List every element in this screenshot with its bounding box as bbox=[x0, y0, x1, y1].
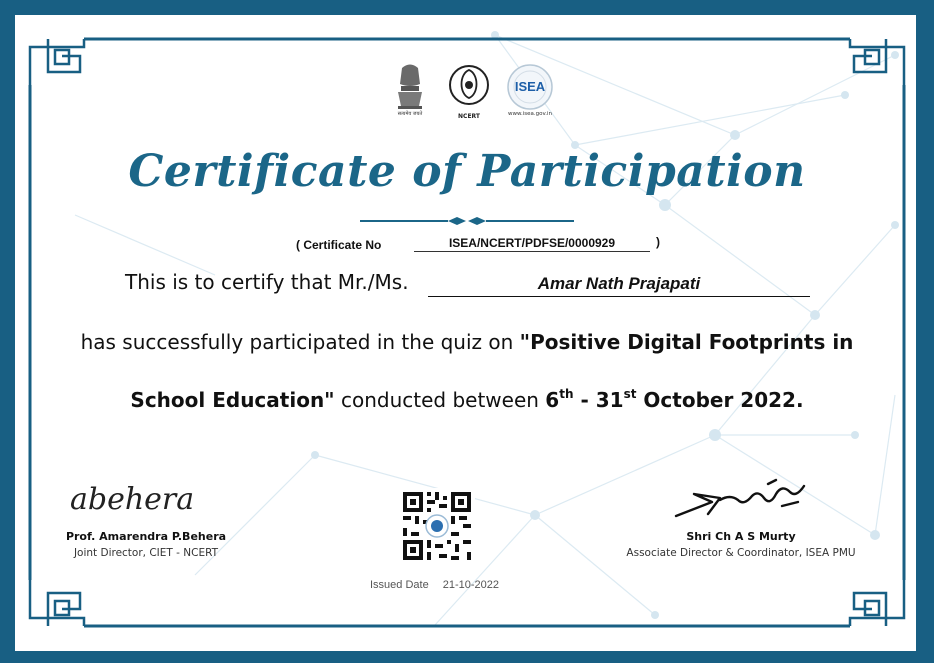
issued-date-value: 21-10-2022 bbox=[442, 579, 499, 591]
date-end-day: 31 bbox=[595, 388, 624, 412]
left-signature bbox=[70, 480, 194, 520]
date-range bbox=[545, 388, 803, 412]
isea-logo-text: ISEA bbox=[514, 79, 546, 94]
ncert-logo bbox=[446, 64, 492, 114]
issued-date-label: Issued Date bbox=[370, 579, 429, 591]
certificate-no-value: ISEA/NCERT/PDFSE/0000929 bbox=[414, 236, 650, 252]
date-end-suffix: st bbox=[623, 387, 637, 401]
date-separator: - bbox=[573, 388, 596, 412]
verification-qr-code[interactable] bbox=[399, 488, 475, 564]
quiz-title-part-2: School Education" bbox=[130, 388, 335, 412]
certify-text: This is to certify that Mr./Ms. bbox=[125, 270, 409, 294]
right-signatory-name: Shri Ch A S Murty bbox=[686, 530, 796, 543]
right-signature bbox=[672, 476, 812, 526]
participation-line-1 bbox=[0, 330, 934, 354]
right-signatory-title: Associate Director & Coordinator, ISEA PMU bbox=[626, 547, 856, 559]
certificate-no-close: ) bbox=[656, 235, 660, 249]
title-ornament bbox=[360, 214, 574, 228]
participation-text: has successfully participated in the quiz on bbox=[80, 330, 520, 354]
participation-line-2 bbox=[0, 388, 934, 412]
certificate-title: Certificate of Participation bbox=[128, 146, 806, 197]
left-signatory-title: Joint Director, CIET - NCERT bbox=[73, 547, 219, 559]
certificate-no-label: ( Certificate No bbox=[296, 238, 382, 252]
issued-date bbox=[370, 579, 513, 591]
date-start-suffix: th bbox=[559, 387, 574, 401]
recipient-name: Amar Nath Prajapati bbox=[428, 274, 810, 297]
isea-url: www.isea.gov.in bbox=[507, 111, 553, 117]
ncert-caption: NCERT bbox=[458, 113, 480, 120]
date-month-year: October 2022. bbox=[636, 388, 804, 412]
conducted-text: conducted between bbox=[334, 388, 546, 412]
date-start-day: 6 bbox=[545, 388, 560, 412]
quiz-title-part-1: "Positive Digital Footprints in bbox=[519, 330, 854, 354]
left-signature-text: abehera bbox=[70, 482, 195, 517]
left-signatory-name: Prof. Amarendra P.Behera bbox=[65, 530, 227, 543]
emblem-caption: सत्यमेव जयते bbox=[397, 111, 423, 117]
